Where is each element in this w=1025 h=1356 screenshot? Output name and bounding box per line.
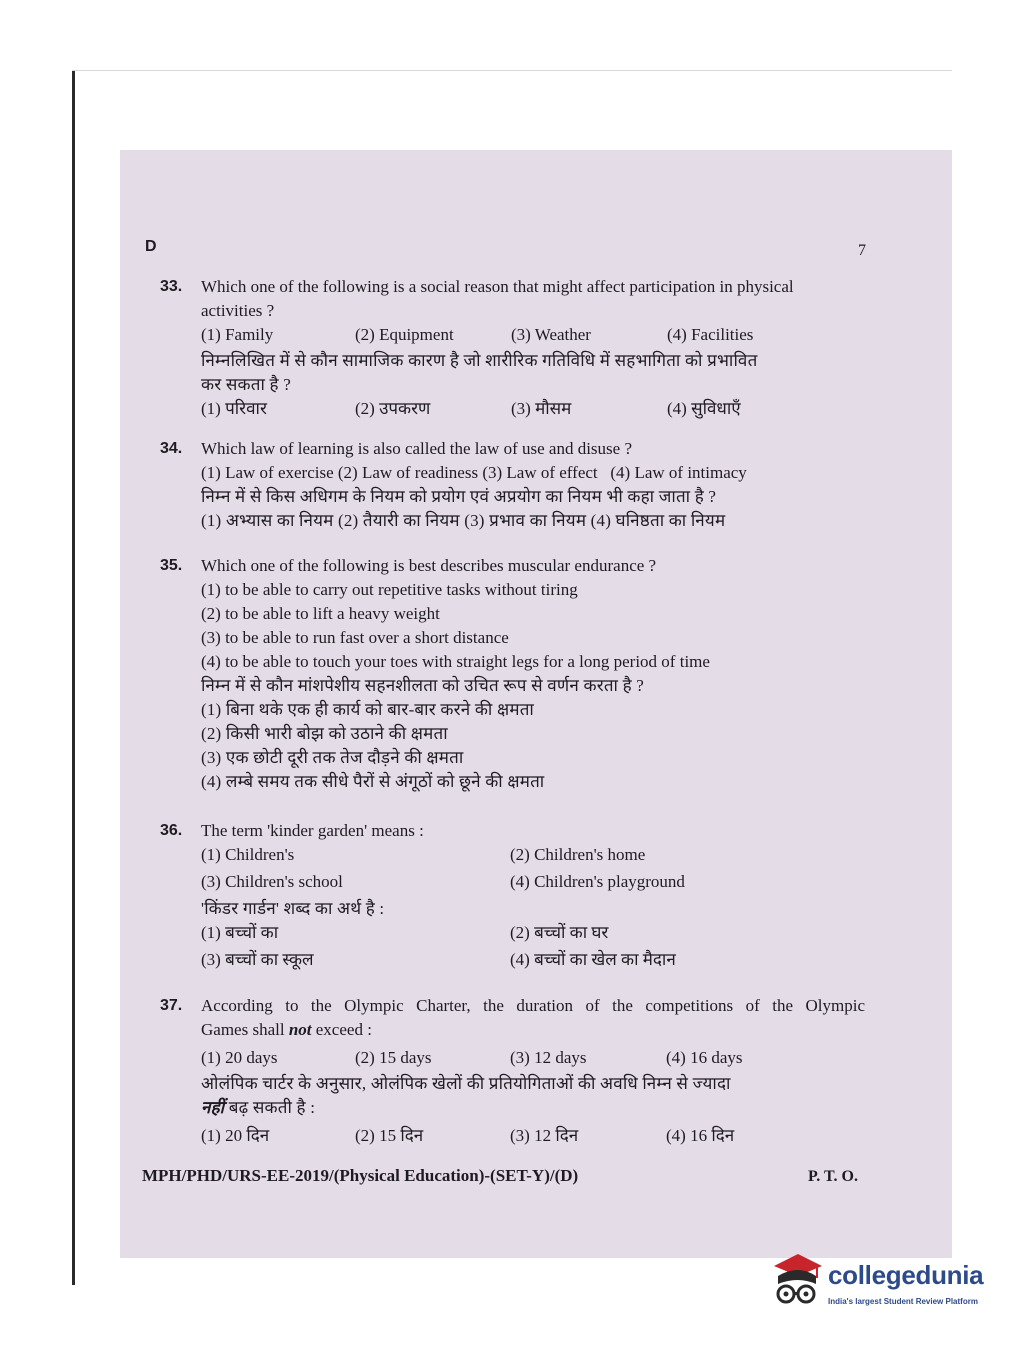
text-fragment: Games shall	[201, 1020, 289, 1039]
option: (1) परिवार	[201, 399, 267, 418]
option: (4) 16 days	[666, 1048, 743, 1067]
options-hi: (1) अभ्यास का नियम (2) तैयारी का नियम (3) प्रभाव का नियम (4) घनिष्ठता का नियम	[201, 511, 726, 530]
options-hi	[201, 397, 865, 423]
question-text-en: Which one of the following is a social reason that might affect participation in physical	[201, 277, 794, 296]
page-number: 7	[858, 242, 866, 259]
option: (1) 20 दिन	[201, 1126, 270, 1145]
text-fragment: exceed :	[311, 1020, 372, 1039]
question-33	[160, 275, 865, 423]
options-hi	[201, 921, 865, 948]
option: (2) Equipment	[355, 325, 454, 344]
option: (3) Children's school	[201, 872, 343, 891]
option: (2) उपकरण	[355, 399, 431, 418]
options-hi	[201, 1124, 865, 1150]
options-hi	[201, 948, 865, 975]
question-text-hi: निम्नलिखित में से कौन सामाजिक कारण है जो शारीरिक गतिविधि में सहभागिता को प्रभावित	[201, 351, 758, 370]
question-number: 36.	[160, 822, 183, 839]
question-text-hi: निम्न में से कौन मांशपेशीय सहनशीलता को उचित रूप से वर्णन करता है ?	[201, 676, 645, 695]
option: (4) सुविधाएँ	[667, 399, 741, 418]
question-number: 37.	[160, 997, 183, 1014]
question-34	[160, 437, 865, 533]
mascot-icon	[768, 1250, 824, 1312]
question-35	[160, 554, 865, 794]
question-text-hi: कर सकता है ?	[201, 375, 291, 394]
question-text-en: activities ?	[201, 301, 275, 320]
question-text-hi: निम्न में से किस अधिगम के नियम को प्रयोग एवं अप्रयोग का नियम भी कहा जाता है ?	[201, 487, 717, 506]
option: (4) 16 दिन	[666, 1126, 735, 1145]
brand-tagline: India's largest Student Review Platform	[828, 1297, 978, 1306]
question-text-hi	[201, 1096, 865, 1120]
question-text-en: Which one of the following is best describes muscular endurance ?	[201, 556, 657, 575]
question-37	[160, 994, 865, 1150]
option: (3) मौसम	[511, 399, 572, 418]
question-text-en	[201, 1018, 865, 1042]
option: (2) Children's home	[510, 845, 646, 864]
set-letter: D	[145, 238, 157, 255]
option: (4) to be able to touch your toes with straight legs for a long period of time	[201, 652, 710, 671]
options-en	[201, 870, 865, 897]
option: (2) to be able to lift a heavy weight	[201, 604, 440, 623]
option: (2) किसी भारी बोझ को उठाने की क्षमता	[201, 724, 448, 743]
option: (1) to be able to carry out repetitive tasks without tiring	[201, 580, 578, 599]
question-text-hi: 'किंडर गार्डन' शब्द का अर्थ है :	[201, 899, 385, 918]
text-fragment: बढ़ सकती है :	[224, 1098, 316, 1117]
option: (3) Weather	[511, 325, 591, 344]
question-text-hi: ओलंपिक चार्टर के अनुसार, ओलंपिक खेलों की प्रतियोगिताओं की अवधि निम्न से ज्यादा	[201, 1074, 731, 1093]
options-en: (1) Law of exercise (2) Law of readiness (3) Law of effect (4) Law of intimacy	[201, 463, 747, 482]
option: (1) Children's	[201, 845, 295, 864]
option: (4) Facilities	[667, 325, 754, 344]
option: (4) लम्बे समय तक सीधे पैरों से अंगूठों को छूने की क्षमता	[201, 772, 545, 791]
option: (1) Family	[201, 325, 274, 344]
options-en	[201, 843, 865, 870]
option: (1) 20 days	[201, 1048, 278, 1067]
options-en	[201, 323, 865, 349]
option: (3) 12 days	[510, 1048, 587, 1067]
scan-edge-top	[72, 70, 952, 71]
question-number: 34.	[160, 440, 183, 457]
option: (3) एक छोटी दूरी तक तेज दौड़ने की क्षमता	[201, 748, 464, 767]
scan-edge	[72, 70, 75, 1285]
question-number: 35.	[160, 557, 183, 574]
emphasis: नहीं	[201, 1098, 225, 1117]
question-text-en: According to the Olympic Charter, the duration of the competitions of the Olympic	[201, 996, 865, 1015]
option: (4) बच्चों का खेल का मैदान	[510, 950, 676, 969]
question-number: 33.	[160, 278, 183, 295]
question-36	[160, 819, 865, 975]
question-text-en: The term 'kinder garden' means :	[201, 821, 424, 840]
option: (1) बिना थके एक ही कार्य को बार-बार करने की क्षमता	[201, 700, 534, 719]
brand-name: collegedunia	[828, 1260, 984, 1290]
option: (2) बच्चों का घर	[510, 923, 609, 942]
option: (3) बच्चों का स्कूल	[201, 950, 314, 969]
emphasis: not	[288, 1020, 312, 1039]
option: (4) Children's playground	[510, 872, 685, 891]
option: (2) 15 days	[355, 1048, 432, 1067]
brand-logo[interactable]	[768, 1250, 993, 1320]
option: (3) to be able to run fast over a short distance	[201, 628, 509, 647]
option: (1) बच्चों का	[201, 923, 279, 942]
option: (3) 12 दिन	[510, 1126, 579, 1145]
question-text-en: Which law of learning is also called the law of use and disuse ?	[201, 439, 633, 458]
paper-code: MPH/PHD/URS-EE-2019/(Physical Education)-(SET-Y)/(D)	[142, 1166, 579, 1185]
pto-label: P. T. O.	[808, 1168, 858, 1185]
options-en	[201, 1046, 865, 1072]
option: (2) 15 दिन	[355, 1126, 424, 1145]
